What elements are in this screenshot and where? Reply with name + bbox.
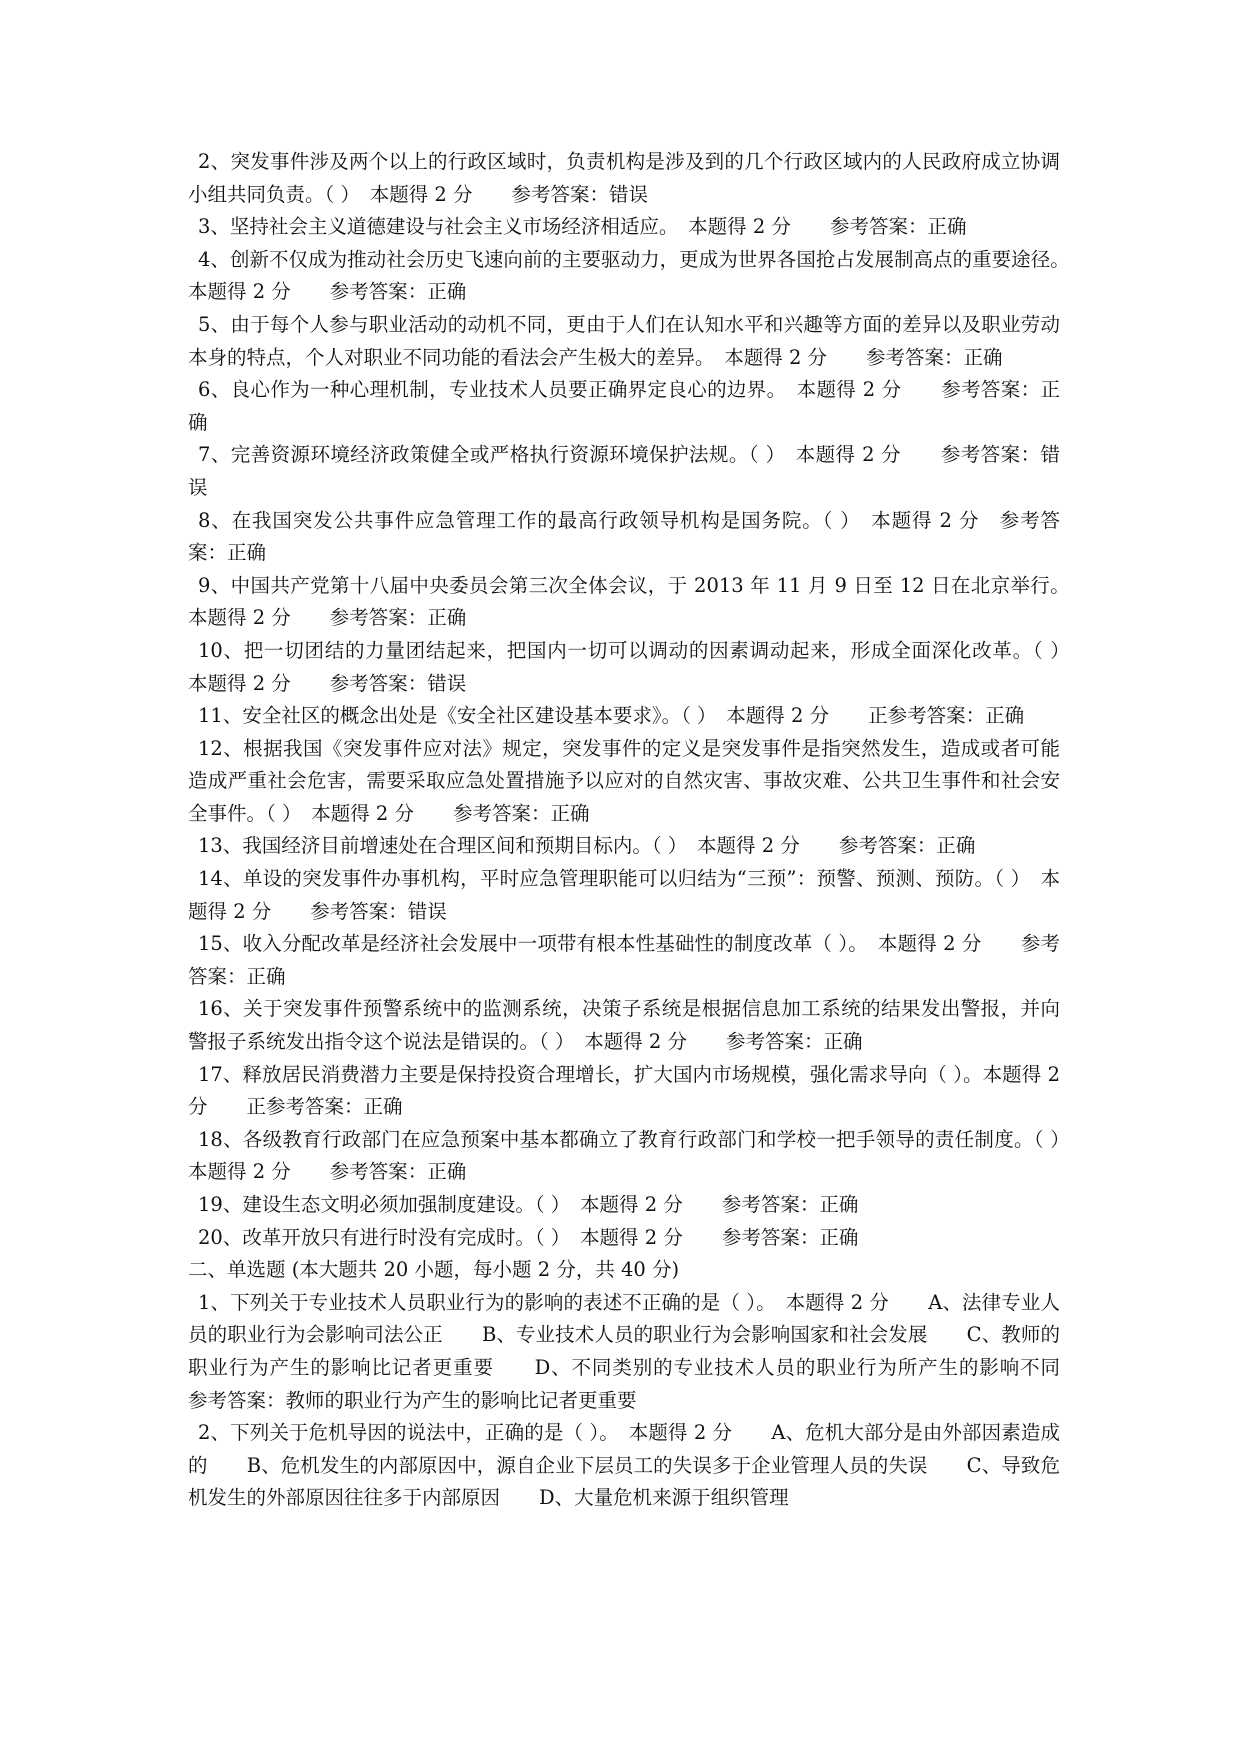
question-tf-17: 17、释放居民消费潜力主要是保持投资合理增长，扩大国内市场规模，强化需求导向（ ）。本题得 2 分 正参考答案：正确	[188, 1062, 1060, 1119]
question-tf-5: 5、由于每个人参与职业活动的动机不同，更由于人们在认知水平和兴趣等方面的差异以及职业劳动本身的特点，个人对职业不同功能的看法会产生极大的差异。 本题得 2 分 参考答案：正确	[188, 312, 1060, 369]
document-page	[188, 146, 1080, 1515]
question-sc-1: 1、下列关于专业技术人员职业行为的影响的表述不正确的是（ ）。 本题得 2 分 A、法律专业人员的职业行为会影响司法公正 B、专业技术人员的职业行为会影响国家和社会发展 C、教师的职业行为产生的影响比记者更重要 D、不同类别的专业技术人员的职业行为所产生的影响不同 参考答案：教师的职业行为产生的影响比记者更重要	[188, 1290, 1080, 1412]
question-tf-11: 11、安全社区的概念出处是《安全社区建设基本要求》。（ ） 本题得 2 分 正参考答案：正确	[198, 704, 1025, 728]
question-tf-20: 20、改革开放只有进行时没有完成时。（ ） 本题得 2 分 参考答案：正确	[198, 1225, 859, 1249]
question-tf-3: 3、坚持社会主义道德建设与社会主义市场经济相适应。 本题得 2 分 参考答案：正确	[198, 215, 967, 239]
question-tf-18: 18、各级教育行政部门在应急预案中基本都确立了教育行政部门和学校一把手领导的责任制度。（ ） 本题得 2 分 参考答案：正确	[188, 1127, 1080, 1184]
question-tf-12: 12、根据我国《突发事件应对法》规定，突发事件的定义是突发事件是指突然发生，造成或者可能造成严重社会危害，需要采取应急处置措施予以应对的自然灾害、事故灾难、公共卫生事件和社会安全事件。（ ） 本题得 2 分 参考答案：正确	[188, 736, 1060, 825]
question-sc-2: 2、下列关于危机导因的说法中，正确的是（ ）。 本题得 2 分 A、危机大部分是由外部因素造成的 B、危机发生的内部原因中，源自企业下层员工的失误多于企业管理人员的失误 C、导致危机发生的外部原因往往多于内部原因 D、大量危机来源于组织管理	[188, 1421, 1060, 1510]
question-tf-4: 4、创新不仅成为推动社会历史飞速向前的主要驱动力，更成为世界各国抢占发展制高点的重要途径。 本题得 2 分 参考答案：正确	[188, 247, 1080, 304]
question-tf-14: 14、单设的突发事件办事机构，平时应急管理职能可以归结为“三预”：预警、预测、预防。（ ） 本题得 2 分 参考答案：错误	[188, 867, 1060, 923]
question-tf-13: 13、我国经济目前增速处在合理区间和预期目标内。（ ） 本题得 2 分 参考答案：正确	[198, 834, 976, 858]
question-tf-9: 9、中国共产党第十八届中央委员会第三次全体会议，于 2013 年 11 月 9 日至 12 日在北京举行。 本题得 2 分 参考答案：正确	[188, 573, 1080, 630]
question-tf-6: 6、良心作为一种心理机制，专业技术人员要正确界定良心的边界。 本题得 2 分 参考答案：正确	[188, 378, 1060, 434]
question-tf-10: 10、把一切团结的力量团结起来，把国内一切可以调动的因素调动起来，形成全面深化改革。（ ） 本题得 2 分 参考答案：错误	[188, 638, 1080, 695]
question-tf-2: 2、突发事件涉及两个以上的行政区域时，负责机构是涉及到的几个行政区域内的人民政府成立协调小组共同负责。（ ） 本题得 2 分 参考答案：错误	[188, 150, 1060, 206]
question-tf-7: 7、完善资源环境经济政策健全或严格执行资源环境保护法规。（ ） 本题得 2 分 参考答案：错误	[188, 443, 1060, 499]
question-tf-19: 19、建设生态文明必须加强制度建设。（ ） 本题得 2 分 参考答案：正确	[198, 1193, 859, 1216]
question-tf-15: 15、收入分配改革是经济社会发展中一项带有根本性基础性的制度改革（ ）。 本题得 2 分 参考答案：正确	[188, 932, 1060, 988]
section-heading-single-choice: 二、单选题 (本大题共 20 小题，每小题 2 分，共 40 分)	[188, 1258, 680, 1282]
question-tf-8: 8、在我国突发公共事件应急管理工作的最高行政领导机构是国务院。（ ） 本题得 2 分 参考答案：正确	[188, 508, 1060, 565]
question-tf-16: 16、关于突发事件预警系统中的监测系统，决策子系统是根据信息加工系统的结果发出警报，并向警报子系统发出指令这个说法是错误的。（ ） 本题得 2 分 参考答案：正确	[188, 997, 1060, 1054]
